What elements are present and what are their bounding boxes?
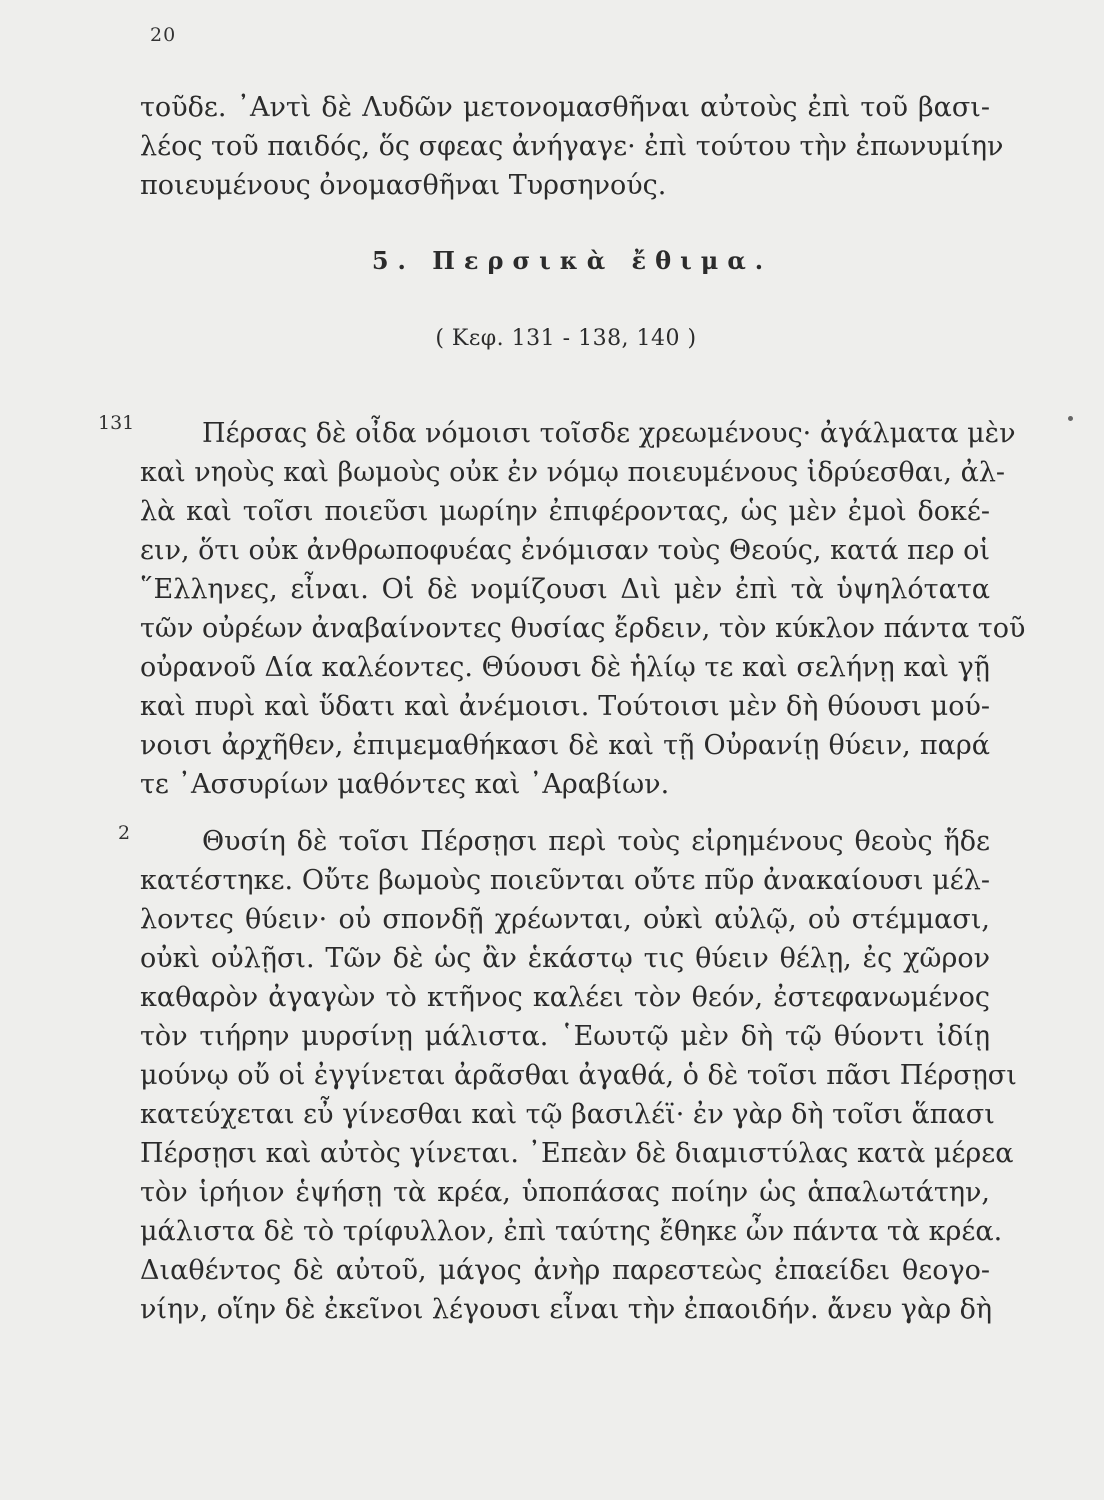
- text-line: κατεύχεται εὖ γίνεσθαι καὶ τῷ βασιλέϊ· ἐν γὰρ δὴ τοῖσι ἅπασι: [140, 1099, 995, 1130]
- text-line: τὸν τιήρην μυρσίνῃ μάλιστα. ῾Εωυτῷ μὲν δὴ τῷ θύοντι ἰδίῃ: [140, 1021, 990, 1052]
- page-number: 20: [150, 24, 177, 46]
- text-line: μούνῳ οὔ οἱ ἐγγίνεται ἀρᾶσθαι ἀγαθά, ὁ δὲ τοῖσι πᾶσι Πέρσῃσι: [140, 1060, 1017, 1091]
- text-line: τῶν οὐρέων ἀναβαίνοντες θυσίας ἔρδειν, τὸν κύκλον πάντα τοῦ: [140, 613, 1026, 644]
- text-line: μάλιστα δὲ τὸ τρίφυλλον, ἐπὶ ταύτης ἔθηκε ὦν πάντα τὰ κρέα.: [140, 1216, 1003, 1247]
- text-line: τε ᾿Ασσυρίων μαθόντες καὶ ᾿Αραβίων.: [140, 769, 670, 800]
- text-line: λὰ καὶ τοῖσι ποιεῦσι μωρίην ἐπιφέροντας, ὡς μὲν ἐμοὶ δοκέ-: [140, 496, 990, 527]
- text-line: Πέρσῃσι καὶ αὐτὸς γίνεται. ᾿Επεὰν δὲ διαμιστύλας κατὰ μέρεα: [140, 1138, 1014, 1169]
- text-line: καθαρὸν ἀγαγὼν τὸ κτῆνος καλέει τὸν θεόν, ἐστεφανωμένος: [140, 982, 990, 1013]
- text-line: Διαθέντος δὲ αὐτοῦ, μάγος ἀνὴρ παρεστεὼς ἐπαείδει θεογο-: [140, 1255, 990, 1286]
- paragraph-131: [140, 414, 1026, 804]
- text-line: Πέρσας δὲ οἶδα νόμοισι τοῖσδε χρεωμένους· ἀγάλματα μὲν: [202, 418, 1016, 449]
- text-line: κατέστηκε. Οὔτε βωμοὺς ποιεῦνται οὔτε πῦρ ἀνακαίουσι μέλ-: [140, 865, 990, 896]
- text-line: τοῦδε. ᾿Αντὶ δὲ Λυδῶν μετονομασθῆναι αὐτοὺς ἐπὶ τοῦ βασι-: [140, 92, 990, 123]
- text-line: οὐκὶ οὐλῇσι. Τῶν δὲ ὡς ἂν ἑκάστῳ τις θύειν θέλῃ, ἐς χῶρον: [140, 943, 990, 974]
- text-line: Θυσίη δὲ τοῖσι Πέρσῃσι περὶ τοὺς εἰρημένους θεοὺς ἥδε: [202, 826, 990, 857]
- text-line: οὐρανοῦ Δία καλέοντες. Θύουσι δὲ ἡλίῳ τε καὶ σελήνῃ καὶ γῇ: [140, 652, 990, 683]
- chapter-margin-number: 131: [98, 412, 135, 434]
- text-line: νίην, οἵην δὲ ἐκεῖνοι λέγουσι εἶναι τὴν ἐπαοιδήν. ἄνευ γὰρ δὴ: [140, 1294, 993, 1325]
- ink-speck: [1068, 416, 1073, 421]
- section-margin-number: 2: [118, 822, 131, 844]
- text-line: λέος τοῦ παιδός, ὅς σφεας ἀνήγαγε· ἐπὶ τούτου τὴν ἐπωνυμίην: [140, 131, 1004, 162]
- text-line: ειν, ὅτι οὐκ ἀνθρωποφυέας ἐνόμισαν τοὺς Θεούς, κατά περ οἱ: [140, 535, 990, 566]
- text-line: καὶ νηοὺς καὶ βωμοὺς οὐκ ἐν νόμῳ ποιευμένους ἱδρύεσθαι, ἀλ-: [140, 457, 1006, 488]
- intro-text: [140, 88, 1004, 205]
- text-line: λοντες θύειν· οὐ σπονδῇ χρέωνται, οὐκὶ αὐλῷ, οὐ στέμμασι,: [140, 904, 990, 935]
- section-heading: 5. Περσικὰ ἔθιμα.: [371, 246, 773, 275]
- text-line: ποιευμένους ὀνομασθῆναι Τυρσηνούς.: [140, 170, 667, 201]
- text-line: καὶ πυρὶ καὶ ὕδατι καὶ ἀνέμοισι. Τούτοισι μὲν δὴ θύουσι μού-: [140, 691, 990, 722]
- text-line: ῞Ελληνες, εἶναι. Οἱ δὲ νομίζουσι Διὶ μὲν ἐπὶ τὰ ὑψηλότατα: [140, 574, 990, 605]
- paragraph-2: [140, 822, 1017, 1329]
- text-line: τὸν ἱρήιον ἑψήσῃ τὰ κρέα, ὑποπάσας ποίην ὡς ἁπαλωτάτην,: [140, 1177, 990, 1208]
- section-subheading: ( Κεφ. 131 - 138, 140 ): [435, 326, 697, 351]
- text-line: νοισι ἀρχῆθεν, ἐπιμεμαθήκασι δὲ καὶ τῇ Οὐρανίῃ θύειν, παρά: [140, 730, 990, 761]
